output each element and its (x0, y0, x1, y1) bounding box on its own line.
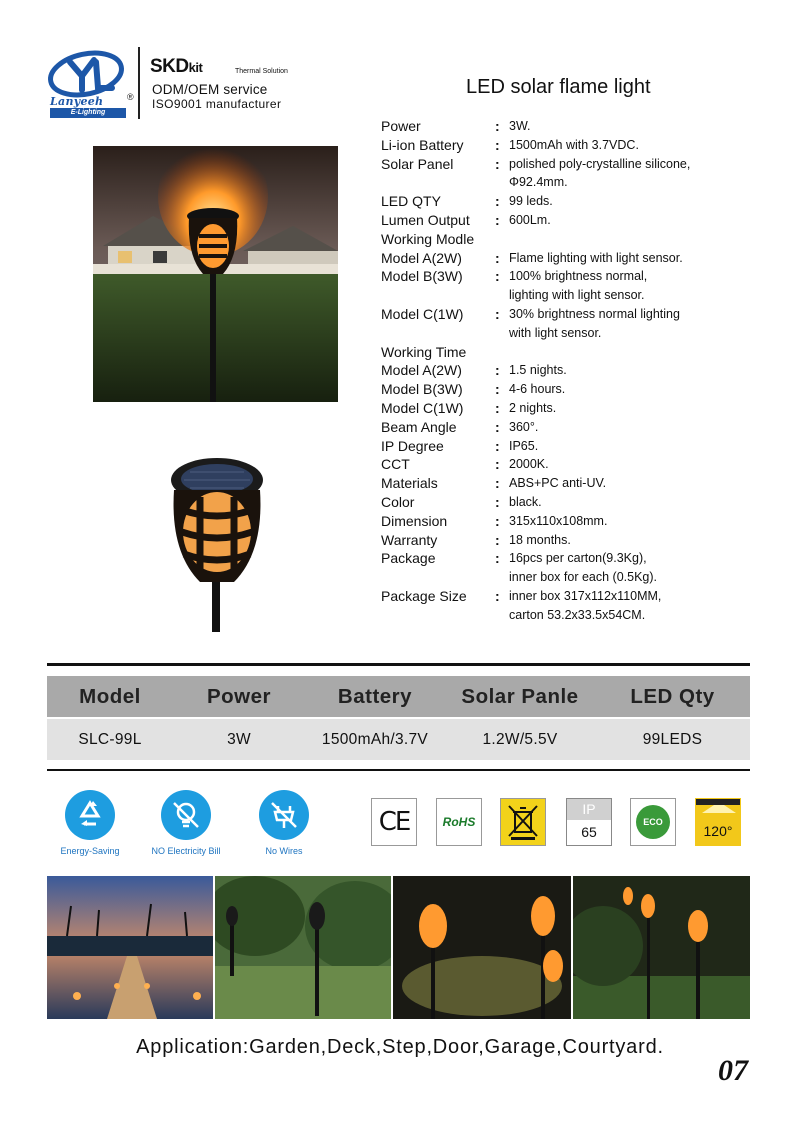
spec-key: Power (381, 118, 421, 134)
spec-row (381, 418, 761, 437)
spec-key: Beam Angle (381, 418, 457, 435)
spec-value (509, 455, 761, 474)
spec-key: Materials (381, 475, 438, 492)
table-top-rule (47, 663, 750, 666)
table-row (47, 719, 750, 760)
brand-subtitle: E-Lighting (50, 108, 126, 118)
spec-value-line: 3W. (509, 119, 531, 133)
spec-colon: : (495, 512, 500, 529)
spec-row (381, 249, 761, 268)
spec-key: Warranty (381, 531, 438, 548)
cell-led: 99LEDS (642, 730, 703, 748)
registered-mark: ® (127, 92, 134, 102)
spec-list (381, 117, 761, 625)
spec-colon: : (495, 531, 500, 548)
spec-value-line: inner box 317x112x110MM, (509, 588, 662, 603)
ip-label: IP (567, 799, 611, 820)
col-power-header: Power (206, 684, 272, 708)
spec-key: Li-ion Battery (381, 136, 464, 153)
spec-colon: : (495, 587, 500, 604)
page-title: LED solar flame light (466, 76, 651, 98)
spec-key: Model A(2W) (381, 249, 462, 266)
spec-value-line: polished poly-crystalline silicone, (509, 156, 691, 171)
spec-value (509, 380, 761, 399)
skd-kit: kit (188, 60, 203, 75)
spec-row (381, 399, 761, 418)
cell-battery: 1500mAh/3.7V (321, 730, 429, 748)
spec-value-line: 100% brightness normal, (509, 269, 648, 284)
spec-row (381, 455, 761, 474)
skd-main: SKD (150, 56, 189, 77)
spec-key: Model B(3W) (381, 268, 463, 285)
recycle-icon (65, 790, 115, 840)
spec-value (509, 192, 761, 211)
spec-row (381, 155, 761, 193)
col-battery-header: Battery (337, 684, 413, 708)
spec-key: Color (381, 493, 415, 510)
spec-row (381, 305, 761, 343)
col-model-header: Model (79, 684, 141, 708)
spec-value-line: black. (509, 494, 542, 509)
spec-colon: : (495, 399, 500, 416)
spec-colon: : (495, 493, 500, 510)
spec-value-line: IP65. (509, 438, 539, 453)
spec-row (381, 531, 761, 550)
spec-value-line: inner box for each (0.5Kg). (509, 570, 657, 585)
brand-name: Lanyeeh (50, 95, 104, 108)
spec-key: Package Size (381, 587, 467, 604)
spec-value (509, 531, 761, 550)
spec-row (381, 136, 761, 155)
spec-value-line: 360°. (509, 419, 539, 434)
spec-value-line: with light sensor. (509, 325, 602, 340)
spec-key: Dimension (381, 512, 448, 529)
ce-mark (371, 798, 417, 846)
spec-value (509, 117, 761, 136)
spec-row (381, 512, 761, 531)
spec-value-line: Flame lighting with light sensor. (509, 250, 683, 265)
spec-row (381, 192, 761, 211)
spec-colon: : (495, 211, 500, 228)
spec-colon: : (495, 136, 500, 153)
spec-value (509, 136, 761, 155)
scene-step-photo (393, 876, 571, 1019)
spec-key: CCT (381, 456, 410, 473)
beam-angle-label: 120° (703, 823, 733, 839)
spec-value (509, 493, 761, 512)
spec-value (509, 211, 761, 230)
spec-key: Model C(1W) (381, 305, 464, 322)
spec-row (381, 437, 761, 456)
spec-value-line: 2 nights. (509, 400, 557, 415)
spec-colon: : (495, 475, 500, 492)
spec-value-line: carton 53.2x33.5x54CM. (509, 607, 646, 622)
table-header-row (47, 676, 750, 717)
cell-model: SLC-99L (78, 730, 142, 748)
no-bulb-icon (161, 790, 211, 840)
spec-value-line: 315x110x108mm. (509, 513, 608, 528)
spec-key: Model C(1W) (381, 399, 464, 416)
page-number: 07 (718, 1054, 748, 1087)
spec-key: IP Degree (381, 437, 444, 454)
spec-key: LED QTY (381, 193, 441, 210)
spec-colon: : (495, 418, 500, 435)
feature-no-electricity (146, 790, 226, 856)
spec-row (381, 211, 761, 230)
spec-colon: : (495, 118, 500, 134)
spec-key: Lumen Output (381, 211, 470, 228)
feature-energy-saving (50, 790, 130, 856)
spec-value (509, 249, 761, 268)
spec-value (509, 512, 761, 531)
iso-text: ISO9001 manufacturer (152, 97, 282, 111)
spec-row (381, 267, 761, 305)
eco-badge (630, 798, 676, 846)
spec-value (509, 474, 761, 493)
spec-colon: : (495, 437, 500, 454)
ip-value: 65 (581, 824, 597, 840)
rohs-label: RoHS (442, 815, 476, 829)
spec-value (509, 361, 761, 380)
cell-power: 3W (227, 730, 251, 748)
spec-row (381, 549, 761, 587)
spec-value-line: 99 leds. (509, 194, 553, 209)
spec-colon: : (495, 381, 500, 398)
weee-bin-icon (500, 798, 546, 846)
spec-colon: : (495, 268, 500, 285)
spec-value-line: lighting with light sensor. (509, 288, 645, 303)
spec-key: Solar Panel (381, 155, 454, 172)
spec-section-heading: Working Time (381, 343, 467, 360)
feature-label: Energy-Saving (60, 846, 120, 856)
spec-value (509, 549, 761, 587)
spec-row (381, 117, 761, 136)
eco-label: ECO (636, 805, 670, 839)
spec-key: Model B(3W) (381, 381, 463, 398)
odm-service: ODM/OEM service (152, 82, 268, 97)
spec-row (381, 493, 761, 512)
spec-colon: : (495, 249, 500, 266)
spec-value-line: 1500mAh with 3.7VDC. (509, 137, 639, 152)
product-scene-photo (93, 146, 338, 402)
spec-section-heading: Working Modle (381, 230, 475, 247)
spec-colon: : (495, 550, 500, 567)
spec-value (509, 587, 761, 625)
skd-tagline: Thermal Solution (235, 68, 288, 75)
spec-colon: : (495, 305, 500, 322)
cell-solar: 1.2W/5.5V (482, 730, 558, 748)
spec-value (509, 418, 761, 437)
col-led-header: LED Qty (630, 684, 715, 708)
product-photo (160, 452, 275, 632)
spec-row (381, 474, 761, 493)
feature-no-wires (244, 790, 324, 856)
feature-label: NO Electricity Bill (151, 846, 221, 856)
spec-row (381, 380, 761, 399)
spec-value (509, 155, 761, 193)
spec-colon: : (495, 362, 500, 379)
beam-angle-badge (695, 798, 741, 846)
header-divider (138, 47, 140, 119)
spec-value-line: 1.5 nights. (509, 363, 567, 378)
spec-value-line: 18 months. (509, 532, 571, 547)
spec-value (509, 305, 761, 343)
ce-label: CE (378, 807, 410, 837)
spec-row (381, 587, 761, 625)
feature-label: No Wires (265, 846, 303, 856)
spec-value (509, 437, 761, 456)
spec-key: Model A(2W) (381, 362, 462, 379)
spec-colon: : (495, 155, 500, 172)
logo-swoosh-icon (46, 44, 130, 100)
spec-row (381, 361, 761, 380)
scene-deck-photo (47, 876, 213, 1019)
spec-value-line: ABS+PC anti-UV. (509, 476, 607, 491)
spec-value-line: 4-6 hours. (509, 382, 566, 397)
no-plug-icon (259, 790, 309, 840)
table-bottom-rule (47, 769, 750, 771)
spec-value-line: Φ92.4mm. (509, 175, 568, 190)
scene-courtyard-photo (573, 876, 750, 1019)
ip65-badge (566, 798, 612, 846)
spec-value-line: 2000K. (509, 457, 549, 472)
application-text: Application:Garden,Deck,Step,Door,Garage,Courtyard. (136, 1036, 664, 1058)
spec-value (509, 399, 761, 418)
scene-garden-photo (215, 876, 391, 1019)
spec-colon: : (495, 456, 500, 473)
spec-key: Package (381, 550, 436, 567)
rohs-mark (436, 798, 482, 846)
skd-logo (150, 56, 202, 78)
spec-value-line: 600Lm. (509, 212, 551, 227)
spec-value-line: 16pcs per carton(9.3Kg), (509, 551, 647, 566)
spec-colon: : (495, 193, 500, 210)
col-solar-header: Solar Panle (461, 684, 579, 708)
spec-value (509, 267, 761, 305)
spec-value-line: 30% brightness normal lighting (509, 306, 680, 321)
